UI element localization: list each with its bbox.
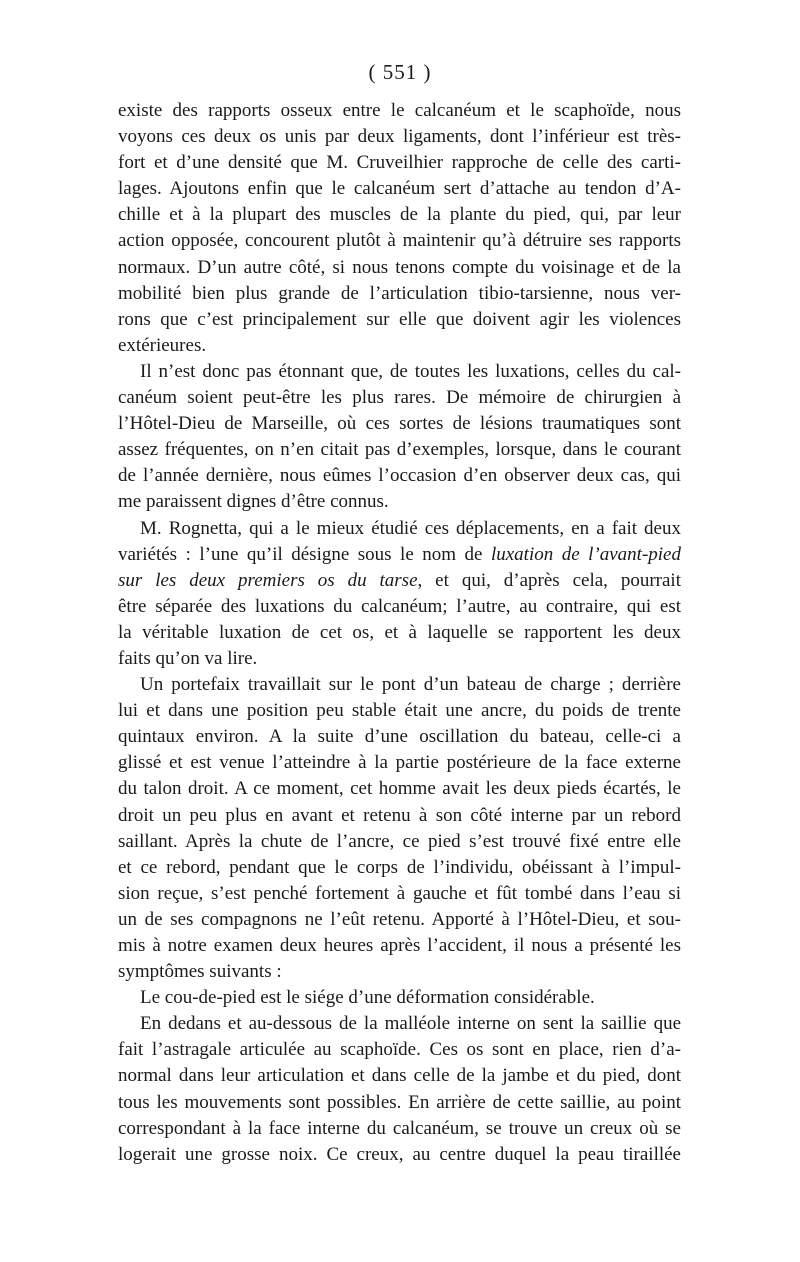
text-line: normaux. D’un autre côté, si nous tenons compte du voisinage et de la: [118, 256, 681, 278]
text-line: l’Hôtel-Dieu de Marseille, où ces sortes de lésions traumatiques sont: [118, 413, 681, 435]
text-line: En dedans et au-dessous de la malléole interne on sent la saillie que: [140, 1013, 681, 1035]
text-line: faits qu’on va lire.: [118, 647, 258, 669]
text-line: et ce rebord, pendant que le corps de l’individu, obéissant à l’impul-: [118, 856, 681, 878]
text-line: extérieures.: [118, 334, 207, 356]
text-line: lui et dans une position peu stable était une ancre, du poids de trente: [118, 700, 681, 722]
text-line: normal dans leur articulation et dans celle de la jambe et du pied, dont: [118, 1065, 681, 1087]
text-line: rons que c’est principalement sur elle que doivent agir les violences: [118, 308, 681, 330]
text-line: existe des rapports osseux entre le calcanéum et le scaphoïde, nous: [118, 100, 681, 121]
text-line: Le cou-de-pied est le siége d’une déformation considérable.: [140, 987, 595, 1009]
text-line: fort et d’une densité que M. Cruveilhier rapproche de celle des carti-: [118, 152, 681, 174]
text-line: la véritable luxation de cet os, et à laquelle se rapportent les deux: [118, 621, 681, 643]
text-line: lages. Ajoutons enfin que le calcanéum sert d’attache au tendon d’A-: [118, 178, 681, 200]
body-text: [118, 98, 681, 1168]
text-line: sur les deux premiers os du tarse, et qui, d’après cela, pourrait: [118, 569, 681, 591]
text-line: du talon droit. A ce moment, cet homme avait les deux pieds écartés, le: [118, 778, 681, 800]
italic-term: sur les deux premiers os du tarse: [118, 569, 418, 591]
text-line: chille et à la plupart des muscles de la plante du pied, qui, par leur: [118, 204, 681, 226]
text-line: canéum soient peut-être les plus rares. De mémoire de chirurgien à: [118, 387, 681, 409]
text-line: variétés : l’une qu’il désigne sous le nom de luxation de l’avant-pied: [118, 543, 681, 565]
text-line: logerait une grosse noix. Ce creux, au centre duquel la peau tiraillée: [118, 1143, 681, 1165]
text-line: sion reçue, s’est penché fortement à gauche et fût tombé dans l’eau si: [118, 882, 681, 904]
text-line: correspondant à la face interne du calcanéum, se trouve un creux où se: [118, 1117, 681, 1139]
text-line: un de ses compagnons ne l’eût retenu. Apporté à l’Hôtel-Dieu, et sou-: [118, 908, 681, 930]
text-line: de l’année dernière, nous eûmes l’occasion d’en observer deux cas, qui: [118, 465, 681, 487]
text-line: mis à notre examen deux heures après l’accident, il nous a présenté les: [118, 935, 681, 956]
text-line: droit un peu plus en avant et retenu à son côté interne par un rebord: [118, 804, 681, 826]
text-line: être séparée des luxations du calcanéum; l’autre, au contraire, qui est: [118, 595, 681, 617]
text-line: Un portefaix travaillait sur le pont d’un bateau de charge ; derrière: [140, 674, 681, 696]
text-line: glissé et est venue l’atteindre à la partie postérieure de la face externe: [118, 752, 681, 774]
text-line: assez fréquentes, on n’en citait pas d’exemples, lorsque, dans le courant: [118, 439, 681, 461]
text-line: M. Rognetta, qui a le mieux étudié ces déplacements, en a fait deux: [140, 517, 681, 539]
text-line: action opposée, concourent plutôt à maintenir qu’à détruire ses rapports: [118, 230, 681, 252]
text-line: me paraissent dignes d’être connus.: [118, 491, 389, 513]
text-line: saillant. Après la chute de l’ancre, ce pied s’est trouvé fixé entre elle: [118, 830, 681, 852]
page-number: ( 551 ): [368, 60, 432, 84]
text-line: tous les mouvements sont possibles. En arrière de cette saillie, au point: [118, 1091, 681, 1113]
italic-term: luxation de l’avant-pied: [490, 543, 681, 565]
text-line: symptômes suivants :: [118, 961, 282, 983]
text-line: quintaux environ. A la suite d’une oscillation du bateau, celle-ci a: [118, 726, 681, 748]
text-line: voyons ces deux os unis par deux ligaments, dont l’inférieur est très-: [118, 126, 681, 148]
text-line: mobilité bien plus grande de l’articulation tibio-tarsienne, nous ver-: [118, 282, 681, 304]
text-line: Il n’est donc pas étonnant que, de toutes les luxations, celles du cal-: [140, 360, 681, 382]
text-line: fait l’astragale articulée au scaphoïde. Ces os sont en place, rien d’a-: [118, 1039, 681, 1061]
